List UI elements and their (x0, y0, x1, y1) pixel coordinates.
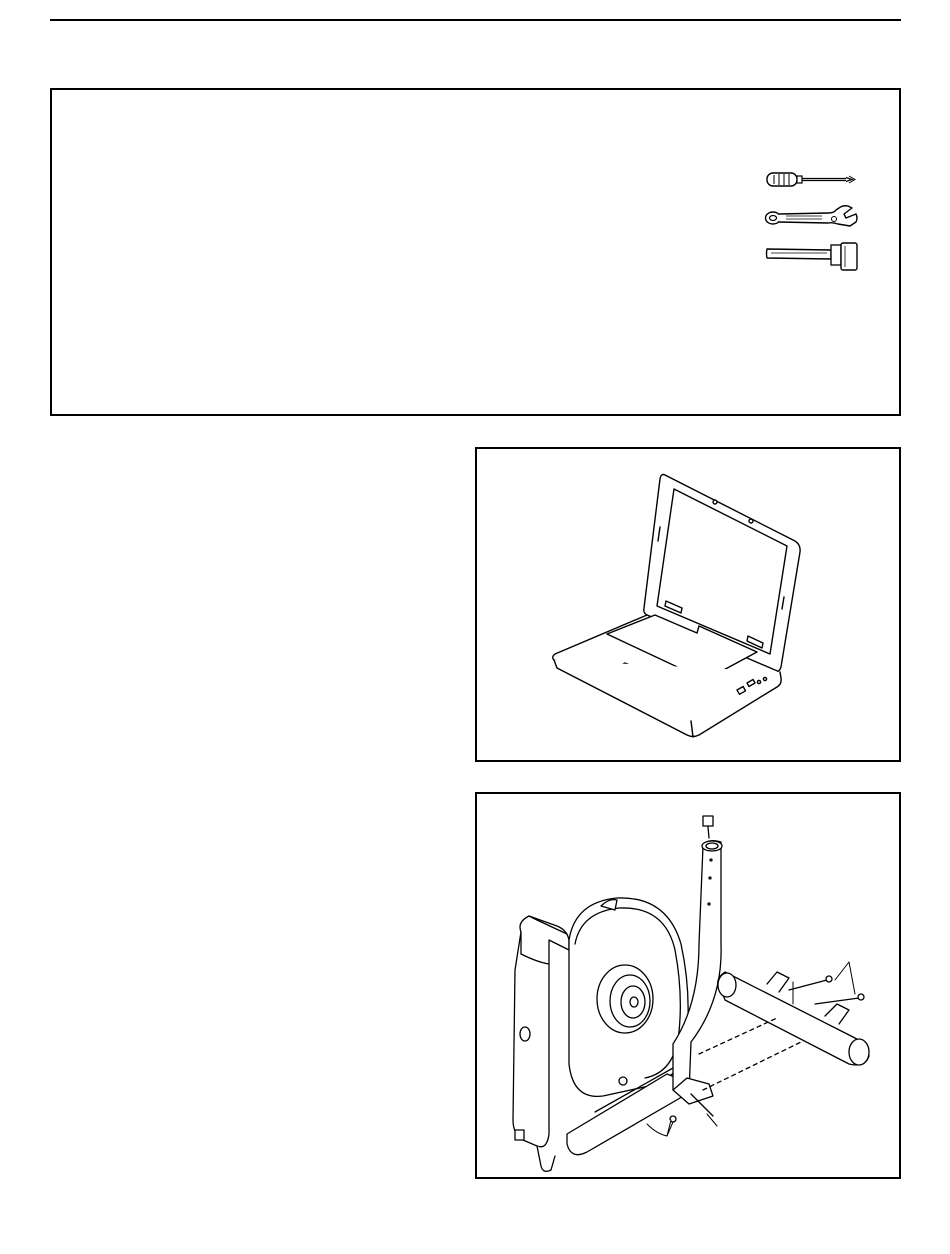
screwdriver-icon (766, 170, 858, 190)
header-rule (50, 19, 901, 21)
frame-assembly-figure (475, 792, 901, 1179)
rubber-mallet-icon (765, 240, 861, 272)
adjustable-wrench-icon (764, 204, 860, 230)
laptop-figure (475, 447, 901, 762)
laptop-illustration (477, 449, 899, 760)
tools-box (50, 88, 901, 416)
frame-assembly-illustration (477, 794, 899, 1177)
